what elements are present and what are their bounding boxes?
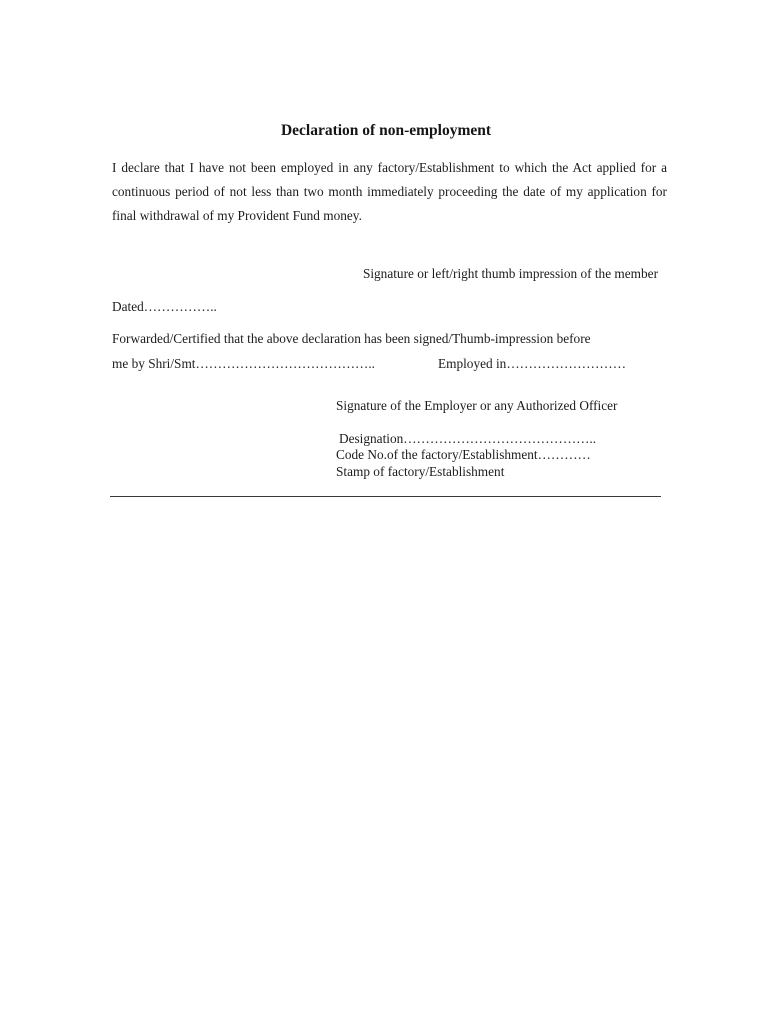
stamp-label: Stamp of factory/Establishment [336,464,505,479]
dated-field: Dated…………….. [112,299,217,314]
declaration-text: I declare that I have not been employed in any factory/Establishment to which the Act applied for a continuous period of not less than two month immediately proceeding the date of my application for final withdrawal of my Provident Fund money. [112,160,667,223]
forwarded-certification-line: Forwarded/Certified that the above declaration has been signed/Thumb-impression before [112,331,591,346]
horizontal-divider [110,496,661,497]
factory-code-field: Code No.of the factory/Establishment………… [336,447,591,462]
member-signature-label: Signature or left/right thumb impression of the member [362,266,658,281]
document-title: Declaration of non-employment [280,122,492,139]
shri-smt-field: me by Shri/Smt………………………………….. [112,356,375,371]
designation-field: Designation…………………………………….. [339,431,597,446]
employed-in-field: Employed in……………………… [438,356,626,371]
employer-signature-label: Signature of the Employer or any Authorized Officer [336,398,618,413]
